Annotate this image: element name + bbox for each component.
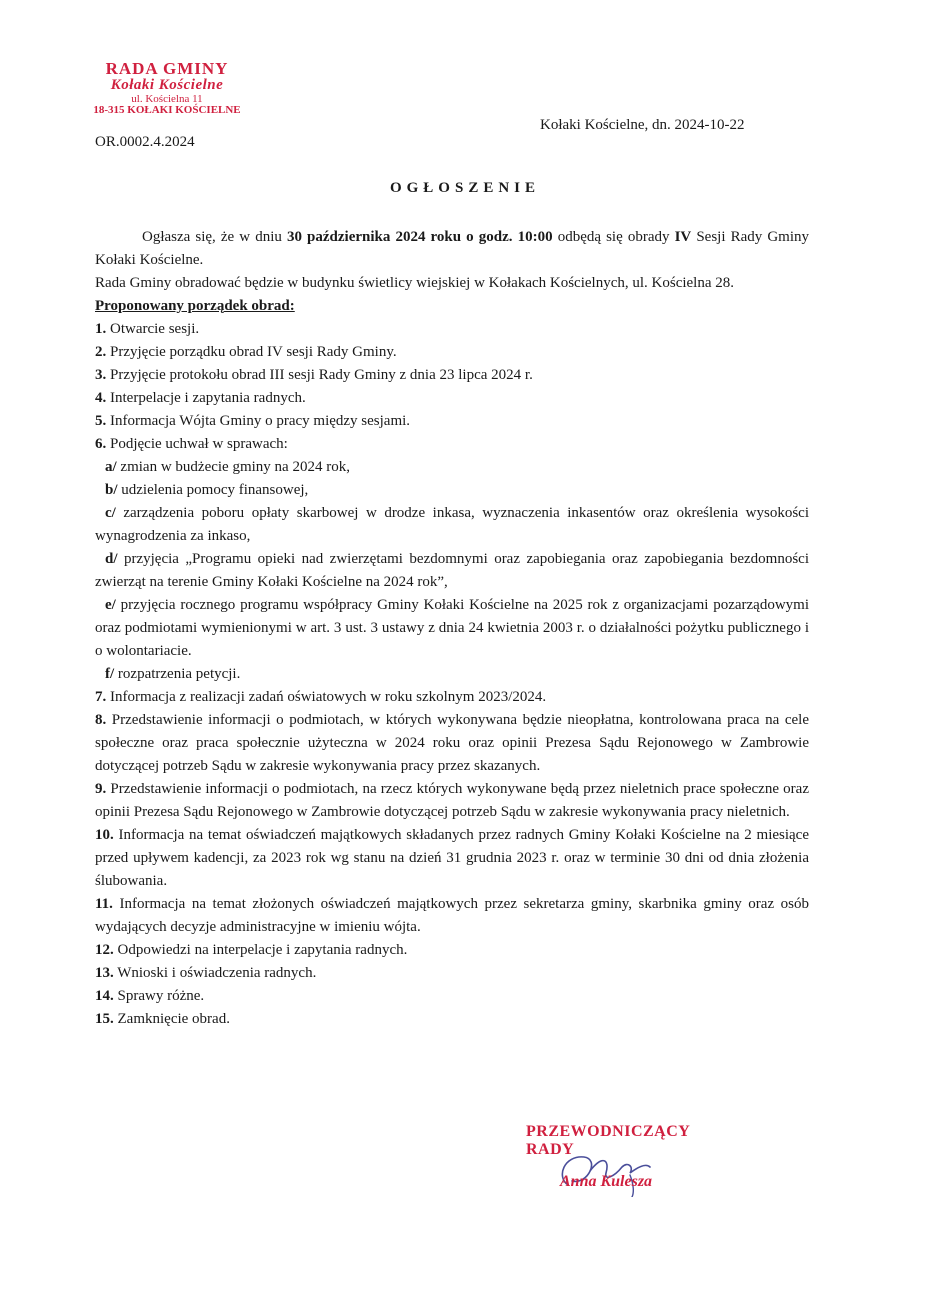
- agenda-item: [95, 433, 809, 456]
- subitem-letter: c/: [105, 505, 116, 521]
- item-text: Zamknięcie obrad.: [113, 1011, 230, 1027]
- item-number: 6.: [95, 436, 107, 452]
- item-text: Odpowiedzi na interpelacje i zapytania radnych.: [113, 942, 408, 958]
- item-text: Informacja z realizacji zadań oświatowych w roku szkolnym 2023/2024.: [106, 689, 547, 705]
- item-text: Przyjęcie protokołu obrad III sesji Rady Gminy z dnia 23 lipca 2024 r.: [106, 367, 533, 383]
- agenda-subitem: [95, 663, 809, 686]
- agenda-title: Proponowany porządek obrad:: [95, 298, 295, 314]
- intro-text-e: Sesji Rady Gminy Kołaki Kościelne.: [95, 229, 809, 268]
- agenda-item: [95, 893, 809, 939]
- item-text: Przedstawienie informacji o podmiotach, w których wykonywana będzie nieopłatna, kontrolowana praca na cele społeczne oraz praca społecznie użyteczna w 2024 roku oraz opinii Prezesa Sądu Rejonowego w Zambrowie dotyczącej potrzeb Sądu w zakresie wykonywania pracy przez skazanych.: [95, 712, 809, 774]
- council-stamp: [72, 60, 262, 117]
- signature-role: PRZEWODNICZĄCY RADY: [526, 1123, 690, 1158]
- subitem-letter: f/: [105, 666, 115, 682]
- agenda-item: [95, 1008, 809, 1031]
- subitem-letter: d/: [105, 551, 118, 567]
- intro-session: IV: [674, 229, 692, 245]
- subitem-text: zmian w budżecie gminy na 2024 rok,: [116, 459, 350, 475]
- item-text: Sprawy różne.: [113, 988, 205, 1004]
- agenda-item: [95, 939, 809, 962]
- subitem-text: zarządzenia poboru opłaty skarbowej w drodze inkasa, wyznaczenia inkasentów oraz określenia wysokości wynagrodzenia za inkaso,: [95, 505, 809, 544]
- agenda-item: [95, 318, 809, 341]
- item-number: 13.: [95, 965, 114, 981]
- intro-paragraph: [95, 226, 809, 272]
- intro-text-a: Ogłasza się, że w dniu: [142, 229, 287, 245]
- subitem-text: udzielenia pomocy finansowej,: [117, 482, 309, 498]
- agenda-item: [95, 387, 809, 410]
- item-text: Informacja Wójta Gminy o pracy między sesjami.: [106, 413, 411, 429]
- item-number: 10.: [95, 827, 114, 843]
- item-number: 3.: [95, 367, 107, 383]
- reference-number: OR.0002.4.2024: [95, 134, 195, 150]
- stamp-line-3: ul. Kościelna 11: [131, 92, 203, 105]
- agenda-item: [95, 341, 809, 364]
- place-date: Kołaki Kościelne, dn. 2024-10-22: [540, 117, 745, 133]
- subitem-text: przyjęcia rocznego programu współpracy Gminy Kołaki Kościelne na 2025 rok z organizacjami pozarządowymi oraz podmiotami wymienionymi w art. 3 ust. 3 ustawy z dnia 24 kwietnia 2003 r. o działalności pożytku publicznego i o wolontariacie.: [95, 597, 809, 659]
- document-title: OGŁOSZENIE: [389, 180, 541, 196]
- item-number: 15.: [95, 1011, 114, 1027]
- stamp-line-4: 18-315 KOŁAKI KOŚCIELNE: [93, 104, 241, 117]
- agenda-item: [95, 962, 809, 985]
- chairperson-signature: [520, 1123, 720, 1218]
- item-number: 4.: [95, 390, 107, 406]
- agenda-item: [95, 709, 809, 778]
- item-text: Podjęcie uchwał w sprawach:: [106, 436, 288, 452]
- agenda-item: [95, 364, 809, 387]
- agenda-subitem: [95, 479, 809, 502]
- venue-paragraph: Rada Gminy obradować będzie w budynku świetlicy wiejskiej w Kołakach Kościelnych, ul. Kościelna 28.: [95, 275, 735, 291]
- subitem-letter: e/: [105, 597, 116, 613]
- agenda-item: [95, 778, 809, 824]
- agenda-subitem: [95, 548, 809, 594]
- subitem-letter: b/: [105, 482, 118, 498]
- signature-name: Anna Kulesza: [560, 1173, 653, 1190]
- item-text: Informacja na temat oświadczeń majątkowych składanych przez radnych Gminy Kołaki Kościelne na 2 miesiące przed upływem kadencji, za 2023 rok wg stanu na dzień 31 grudnia 2023 r. oraz w terminie 30 dni od dnia złożenia ślubowania.: [95, 827, 809, 889]
- item-number: 1.: [95, 321, 107, 337]
- item-number: 7.: [95, 689, 107, 705]
- intro-text-c: odbędą się obrady: [552, 229, 675, 245]
- agenda-item: [95, 686, 809, 709]
- agenda-item: [95, 410, 809, 433]
- item-text: Wnioski i oświadczenia radnych.: [113, 965, 317, 981]
- item-number: 8.: [95, 712, 107, 728]
- item-number: 9.: [95, 781, 107, 797]
- item-text: Otwarcie sesji.: [106, 321, 200, 337]
- agenda-subitem: [95, 502, 809, 548]
- agenda-subitem: [95, 456, 809, 479]
- agenda-item: [95, 824, 809, 893]
- item-number: 14.: [95, 988, 114, 1004]
- item-text: Przedstawienie informacji o podmiotach, na rzecz których wykonywane będą przez nieletnich prace społeczne oraz opinii Prezesa Sądu Rejonowego w Zambrowie dotyczącej potrzeb Sądu w zakresie wykonywania pracy nieletnich.: [95, 781, 809, 820]
- item-text: Przyjęcie porządku obrad IV sesji Rady Gminy.: [106, 344, 397, 360]
- agenda-subitem: [95, 594, 809, 663]
- item-text: Interpelacje i zapytania radnych.: [106, 390, 306, 406]
- intro-date: 30 października 2024 roku o godz. 10:00: [286, 229, 553, 245]
- item-number: 2.: [95, 344, 107, 360]
- subitem-text: rozpatrzenia petycji.: [114, 666, 241, 682]
- item-number: 5.: [95, 413, 107, 429]
- item-text: Informacja na temat złożonych oświadczeń majątkowych przez sekretarza gminy, skarbnika gminy oraz osób wydających decyzje administracyjne w imieniu wójta.: [95, 896, 809, 935]
- item-number: 11.: [95, 896, 113, 912]
- item-number: 12.: [95, 942, 114, 958]
- stamp-line-1: RADA GMINY: [105, 59, 229, 78]
- stamp-line-2: Kołaki Kościelne: [110, 76, 224, 93]
- subitem-text: przyjęcia „Programu opieki nad zwierzętami bezdomnymi oraz zapobiegania oraz zapobiegania bezdomności zwierząt na terenie Gminy Kołaki Kościelne na 2024 rok”,: [95, 551, 809, 590]
- agenda-item: [95, 985, 809, 1008]
- subitem-letter: a/: [105, 459, 117, 475]
- document-body: [95, 226, 809, 1031]
